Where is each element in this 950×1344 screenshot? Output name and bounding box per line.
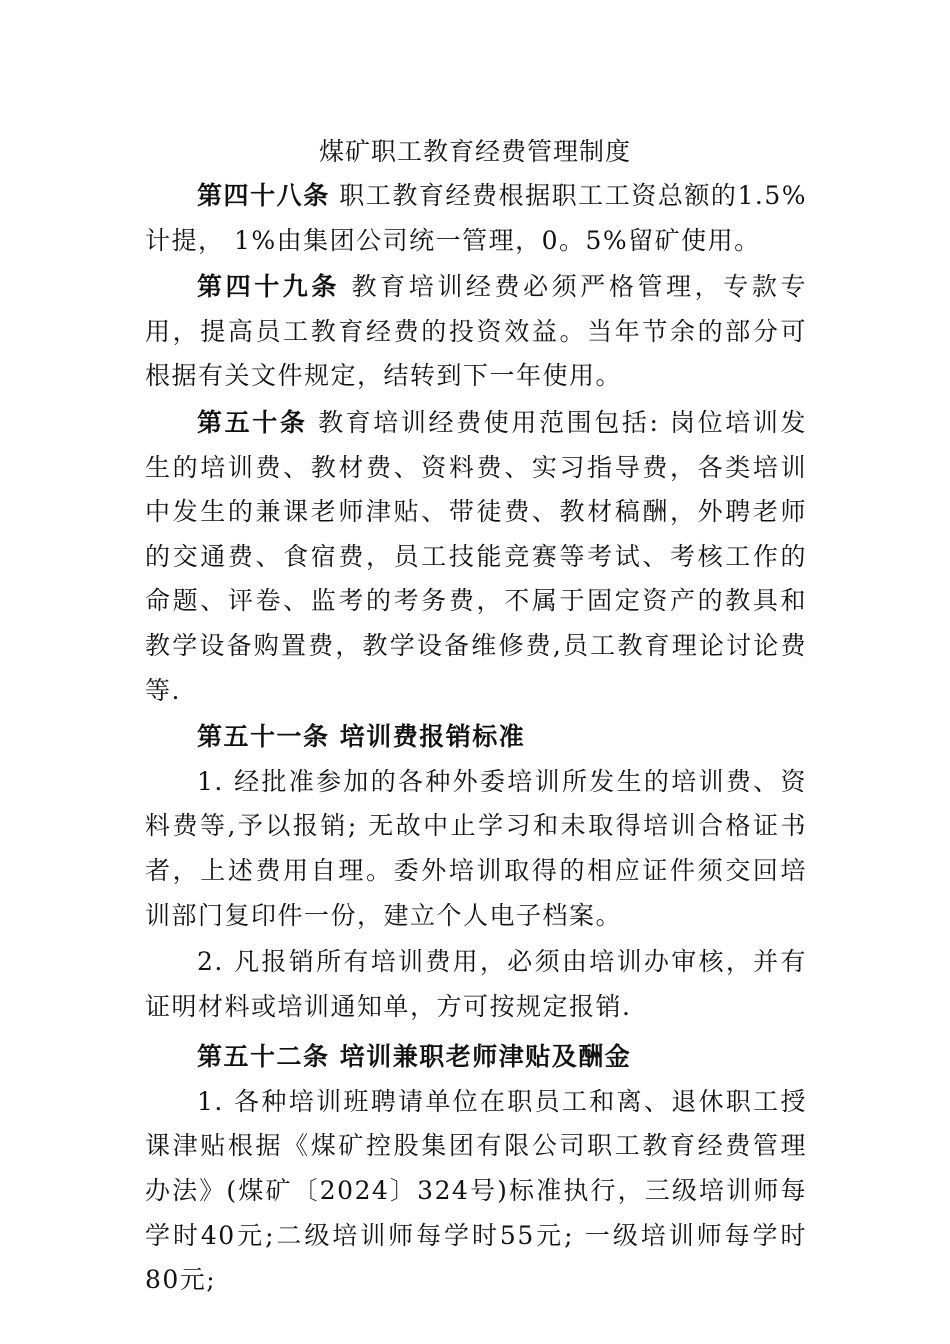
article-51-item-2: 2. 凡报销所有培训费用，必须由培训办审核，并有证明材料或培训通知单，方可按规定报销. xyxy=(145,947,807,1021)
article-50-text: 教育培训经费使用范围包括: 岗位培训发生的培训费、教材费、资料费、实习指导费，各类培训中发生的兼课老师津贴、带徒费、教材稿酬，外聘老师的交通费、食宿费，员工技能竞赛等考试、考核工作的命题、评卷、监考的考务费，不属于固定资产的教具和教学设备购置费，教学设备维修费,员工教育理论讨论费等. xyxy=(145,407,807,705)
article-49-text: 教育培训经费必须严格管理，专款专用，提高员工教育经费的投资效益。当年节余的部分可根据有关文件规定，结转到下一年使用。 xyxy=(145,272,807,391)
document-body xyxy=(145,174,807,1303)
article-52-heading: 第五十二条 培训兼职老师津贴及酬金 xyxy=(197,1042,632,1072)
article-49 xyxy=(145,265,807,399)
document-title: 煤矿职工教育经费管理制度 xyxy=(318,137,631,166)
article-48-heading: 第四十八条 xyxy=(197,181,330,210)
article-51-item-1: 1. 经批准参加的各种外委培训所发生的培训费、资料费等,予以报销; 无故中止学习和未取得培训合格证书者，上述费用自理。委外培训取得的相应证件须交回培训部门复印件一份，建立个人电子档案。 xyxy=(145,766,807,930)
article-48-text: 职工教育经费根据职工工资总额的1.5%计提， 1%由集团公司统一管理，0。5%留矿使用。 xyxy=(145,181,807,255)
article-49-heading: 第四十九条 xyxy=(197,272,340,302)
article-50-heading: 第五十条 xyxy=(197,407,308,437)
article-52-item-1: 1. 各种培训班聘请单位在职员工和离、退休职工授课津贴根据《煤矿控股集团有限公司职工教育经费管理办法》(煤矿〔2024〕324号)标准执行，三级培训师每学时40元;二级培训师每学时55元; 一级培训师每学时80元; xyxy=(145,1086,807,1295)
article-48 xyxy=(145,174,807,263)
article-51-heading: 第五十一条 培训费报销标准 xyxy=(197,722,526,752)
article-50 xyxy=(145,401,807,713)
